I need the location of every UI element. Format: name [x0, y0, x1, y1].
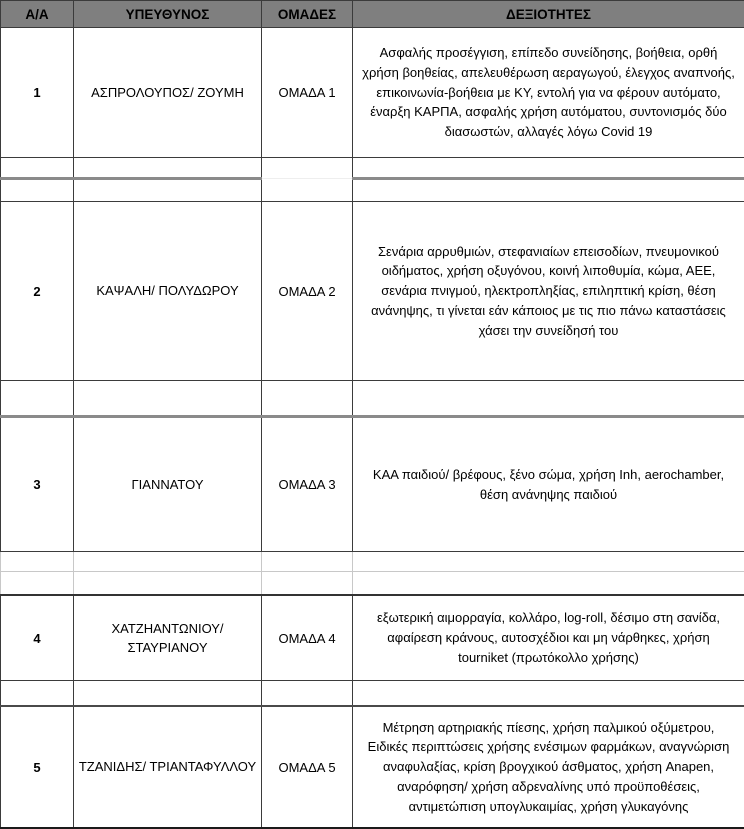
responsible-cell: ΧΑΤΖΗΑΝΤΩΝΙΟΥ/ ΣΤΑΥΡΙΑΝΟΥ — [74, 595, 262, 681]
group-cell: ΟΜΑΔΑ 5 — [262, 706, 353, 828]
header-responsible: ΥΠΕΥΘΥΝΟΣ — [74, 1, 262, 28]
group-cell: ΟΜΑΔΑ 1 — [262, 28, 353, 158]
table-header-row — [1, 1, 744, 28]
skills-cell: εξωτερική αιμορραγία, κολλάρο, log-roll, δέσιμο στη σανίδα, αφαίρεση κράνους, αυτοσχέδιοι και μη νάρθηκες, χρήση tourniket (πρωτόκολλο χρήσης) — [353, 595, 744, 681]
table-row — [1, 706, 744, 828]
separator-row — [1, 158, 744, 179]
responsible-cell: ΑΣΠΡΟΛΟΥΠΟΣ/ ΖΟΥΜΗ — [74, 28, 262, 158]
skills-cell: Ασφαλής προσέγγιση, επίπεδο συνείδησης, βοήθεια, ορθή χρήση βοηθείας, απελευθέρωση αεραγωγού, έλεγχος αναπνοής, επικοινωνία-βοήθεια με ΚΥ, εντολή για να φέρουν αυτόματο, έναρξη ΚΑΡΠΑ, ασφαλής χρήση αυτόματου, συντονισμός δύο διασωστών, αλλαγές λόγω Covid 19 — [353, 28, 744, 158]
group-cell: ΟΜΑΔΑ 2 — [262, 202, 353, 381]
row-number-cell: 2 — [1, 202, 74, 381]
skills-cell: ΚΑΑ παιδιού/ βρέφους, ξένο σώμα, χρήση Inh, aerochamber, θέση ανάνηψης παιδιού — [353, 417, 744, 552]
group-cell: ΟΜΑΔΑ 3 — [262, 417, 353, 552]
separator-row — [1, 552, 744, 572]
group-cell: ΟΜΑΔΑ 4 — [262, 595, 353, 681]
separator-row — [1, 381, 744, 417]
row-number-cell: 5 — [1, 706, 74, 828]
responsible-cell: ΚΑΨΑΛΗ/ ΠΟΛΥΔΩΡΟΥ — [74, 202, 262, 381]
row-number-cell: 1 — [1, 28, 74, 158]
separator-row — [1, 681, 744, 707]
row-number-cell: 4 — [1, 595, 74, 681]
separator-row — [1, 572, 744, 596]
table-row — [1, 202, 744, 381]
separator-row — [1, 179, 744, 202]
responsible-cell: ΤΖΑΝΙΔΗΣ/ ΤΡΙΑΝΤΑΦΥΛΛΟΥ — [74, 706, 262, 828]
table-row — [1, 595, 744, 681]
responsible-cell: ΓΙΑΝΝΑΤΟΥ — [74, 417, 262, 552]
skills-cell: Μέτρηση αρτηριακής πίεσης, χρήση παλμικού οξύμετρου, Ειδικές περιπτώσεις χρήσης ενέσιμων φαρμάκων, αναγνώριση αναφυλαξίας, κρίση βρογχικού άσθματος, χρήση Anapen, αναρόφηση/ χρήση αδρεναλίνης υπό προϋποθέσεις, αντιμετώπιση υπογλυκαιμίας, χρήση γλυκαγόνης — [353, 706, 744, 828]
skills-cell: Σενάρια αρρυθμιών, στεφανιαίων επεισοδίων, πνευμονικού οιδήματος, χρήση οξυγόνου, κοινή λιποθυμία, κώμα, ΑΕΕ, σενάρια πνιγμού, ηλεκτροπληξίας, επιληπτική κρίση, θέση ανάνηψης, τι γίνεται εάν κάποιος με τις πιο πάνω καταστάσεις χάσει την συνείδησή του — [353, 202, 744, 381]
row-number-cell: 3 — [1, 417, 74, 552]
table-row — [1, 28, 744, 158]
table-row — [1, 417, 744, 552]
header-groups: ΟΜΑΔΕΣ — [262, 1, 353, 28]
header-skills: ΔΕΞΙΟΤΗΤΕΣ — [353, 1, 744, 28]
header-aa: Α/Α — [1, 1, 74, 28]
